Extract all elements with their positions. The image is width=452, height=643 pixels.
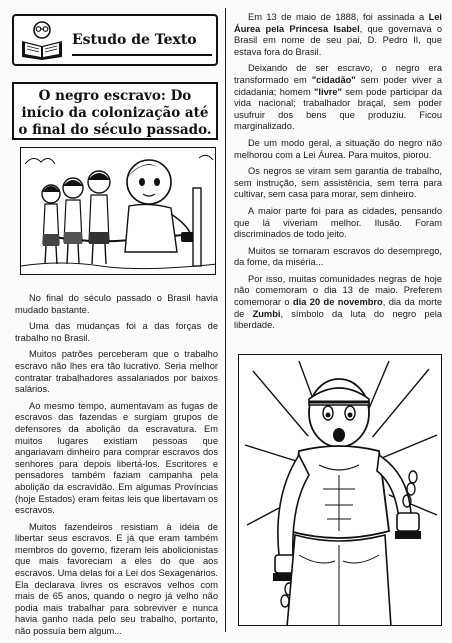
paragraph: Muitos patrões perceberam que o trabalho escravo não lhes era tão lucrativo. Seria melhor contratar trabalhadores assalariados por baixos salários.	[15, 349, 218, 395]
paragraph: Os negros se viram sem garantia de trabalho, sem instrução, sem assistência, sem terra para cultivar, sem casa para morar, sem dinheiro.	[234, 166, 442, 200]
paragraph: De um modo geral, a situação do negro não melhorou com a Lei Áurea. Para muitos, piorou.	[234, 137, 442, 160]
paragraph: Uma das mudanças foi a das forças de trabalho no Brasil.	[15, 321, 218, 343]
title-line: O negro escravo: Do	[38, 88, 192, 104]
children-tied-with-rope-illustration	[20, 147, 216, 275]
paragraph: Muitos fazendeiros resistiam à idéia de libertar seus escravos. E já que eram também membros do governo, fizeram leis abolicionistas que mais favoreciam a eles do que aos escravos. Uma delas foi a Lei dos Sexagenários. Ela declarava livres os escravos velhos com mais de 65 anos, quando o negro já velho não podia mais trabalhar para sobreviver e nunca havia ganho nada pelo seu trabalho, portanto, não possuía bem algum...	[15, 521, 218, 637]
article-title	[12, 82, 218, 140]
paragraph: Em 13 de maio de 1888, foi assinada a Lei Áurea pela Princesa Isabel, que governava o Brasil em nome de seu pai, D. Pedro II, que estava fora do Brasil.	[234, 12, 442, 57]
paragraph: Por isso, muitas comunidades negras de hoje não comemoram o dia 13 de maio. Preferem comemorar o dia 20 de novembro, dia da morte de Zumbi, símbolo da luta do negro pela liberdade.	[234, 273, 442, 331]
emphasis: "cidadão"	[311, 74, 356, 85]
emphasis: Lei Áurea pela Princesa Isabel	[234, 12, 442, 34]
paragraph: Muitos se tornaram escravos do desemprego, da fome, da miséria...	[234, 245, 442, 268]
section-header-badge	[12, 14, 218, 66]
right-text-column	[234, 12, 442, 337]
column-divider	[225, 8, 226, 632]
paragraph: A maior parte foi para as cidades, pensando que lá viveriam melhor. Ilusão. Foram discriminados de todo jeito.	[234, 205, 442, 240]
title-line: início da colonização até	[21, 105, 209, 121]
left-text-column	[15, 293, 218, 643]
paragraph: Deixando de ser escravo, o negro era transformado em "cidadão" sem poder viver a cidadania; homem "livre" sem pode participar da vida nacional; trabalhador braçal, sem poder usufruir dos bens que produziu. Ficou marginalizado.	[234, 63, 442, 132]
title-line: o final do século passado.	[18, 122, 212, 138]
section-label: Estudo de Texto	[72, 32, 197, 48]
emphasis: Zumbi	[252, 308, 281, 319]
paragraph: Ao mesmo tempo, aumentavam as fugas de escravos das fazendas e surgiam grupos de defensores da abolição da escravatura. Em muitos lugares existiam pessoas que angariavam dinheiro para comprar escravos dos senhores para depois libertá-los. Escritores e pensadores também faziam campanha pela abolição da escravidão. Em algumas Províncias (hoje Estados) eram feitas leis que libertavam os escravos.	[15, 400, 218, 516]
paragraph: No final do século passado o Brasil havia mudado bastante.	[15, 293, 218, 315]
man-breaking-chains-illustration	[238, 354, 442, 626]
emphasis: "livre"	[314, 86, 342, 97]
emphasis: dia 20 de novembro	[292, 297, 383, 308]
book-reader-icon	[19, 19, 65, 61]
header-underline	[72, 54, 212, 56]
